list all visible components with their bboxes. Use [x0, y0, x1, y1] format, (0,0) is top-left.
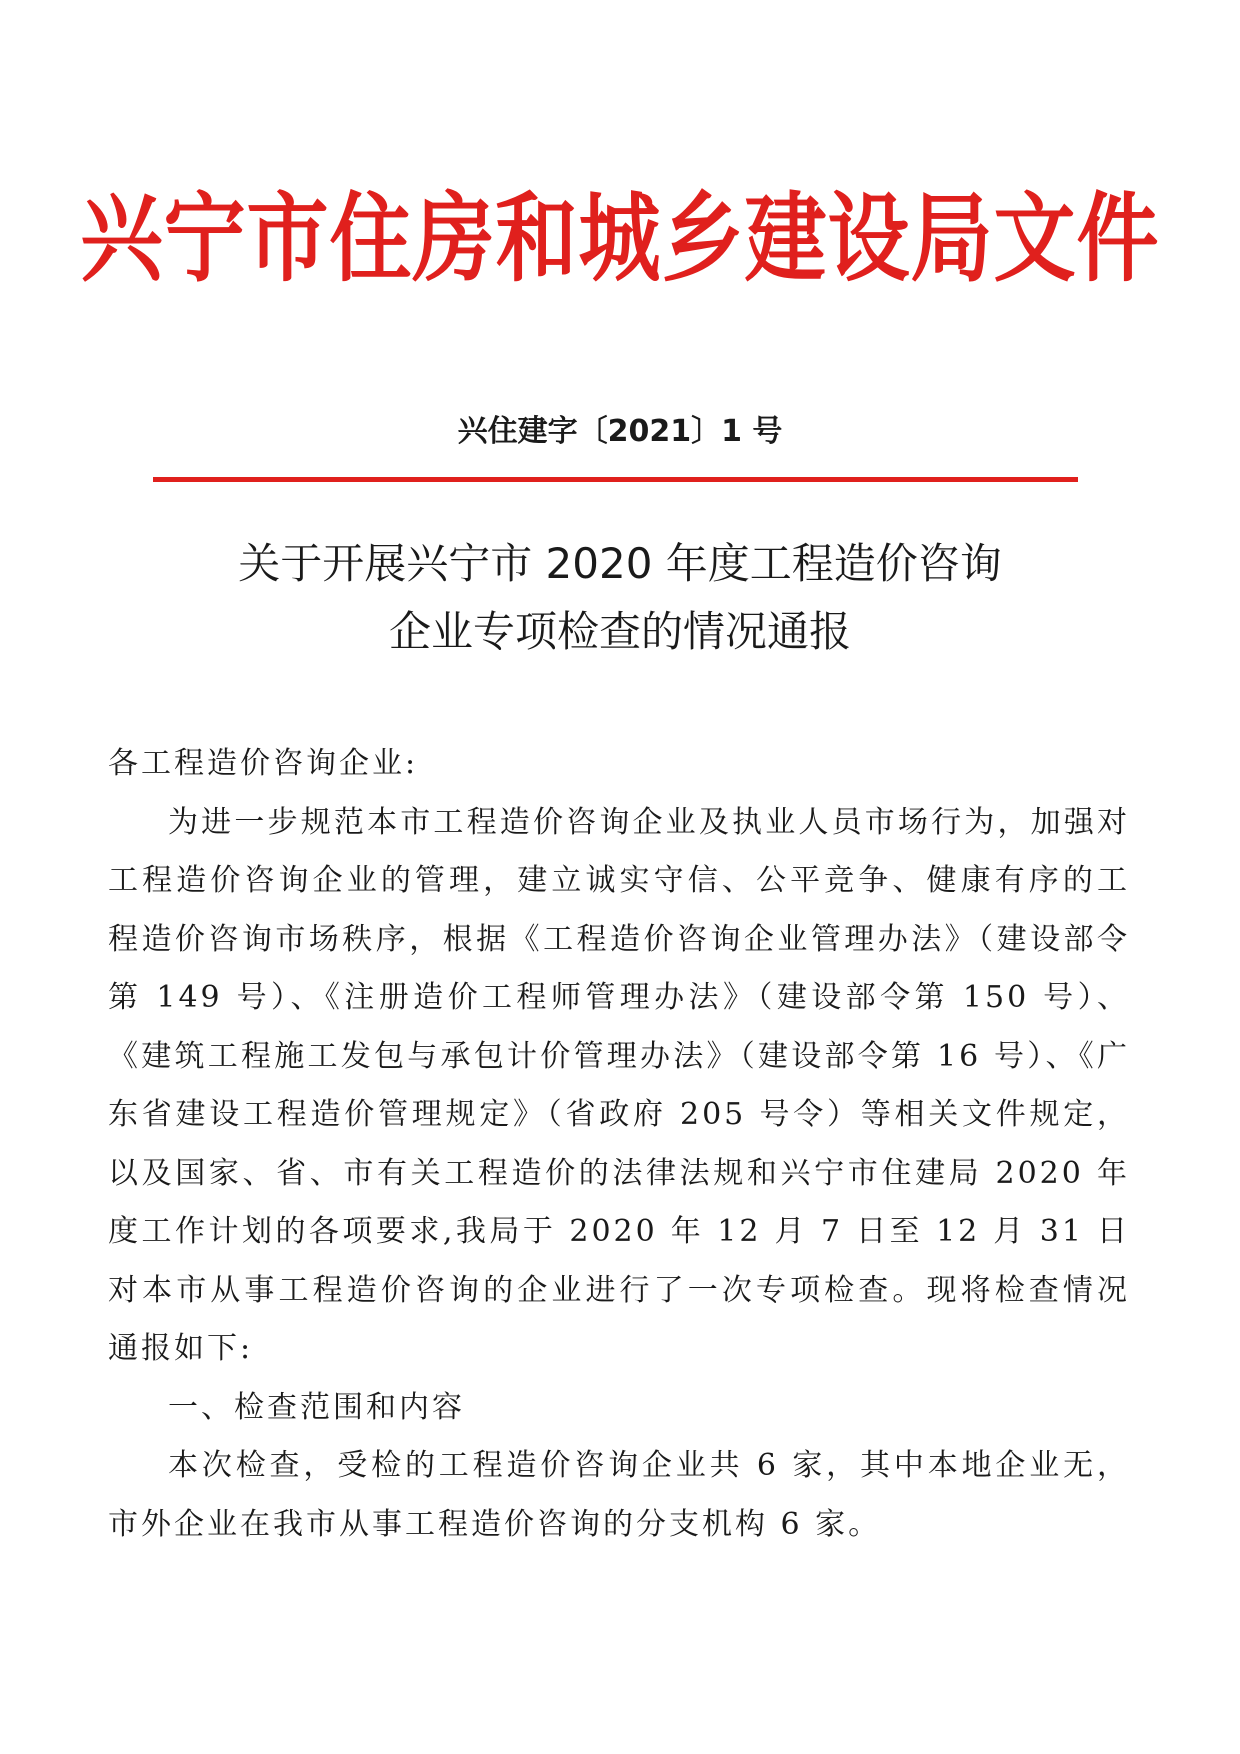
document-title-line-2: 企业专项检查的情况通报 — [388, 607, 851, 656]
salutation: 各工程造价咨询企业: — [108, 746, 419, 781]
document-number: 兴住建字〔2021〕1 号 — [457, 414, 783, 449]
document-header-title: 兴宁市住房和城乡建设局文件 — [80, 183, 1160, 296]
header-divider-line — [153, 477, 1078, 482]
body-paragraph-1: 为进一步规范本市工程造价咨询企业及执业人员市场行为，加强对工程造价咨询企业的管理，建立诚实守信、公平竞争、健康有序的工程造价咨询市场秩序，根据《工程造价咨询企业管理办法》（建设部令第 149 号）、《注册造价工程师管理办法》（建设部令第 150 号）、《建筑工程施工发包与承包计价管理办法》（建设部令第 16 号）、《广东省建设工程造价管理规定》（省政府 205 号令）等相关文件规定，以及国家、省、市有关工程造价的法律法规和兴宁市住建局 2020 年度工作计划的各项要求,我局于 2020 年 12 月 7 日至 12 月 31 日对本市从事工程造价咨询的企业进行了一次专项检查。现将检查情况通报如下: — [108, 804, 1130, 1366]
section-heading-1: 一、检查范围和内容 — [168, 1389, 465, 1425]
document-body — [108, 735, 1130, 1554]
body-paragraph-2: 本次检查，受检的工程造价咨询企业共 6 家，其中本地企业无，市外企业在我市从事工程造价咨询的分支机构 6 家。 — [108, 1448, 1130, 1542]
document-title-line-1: 关于开展兴宁市 2020 年度工程造价咨询 — [238, 539, 1002, 588]
document-title — [0, 530, 1240, 666]
